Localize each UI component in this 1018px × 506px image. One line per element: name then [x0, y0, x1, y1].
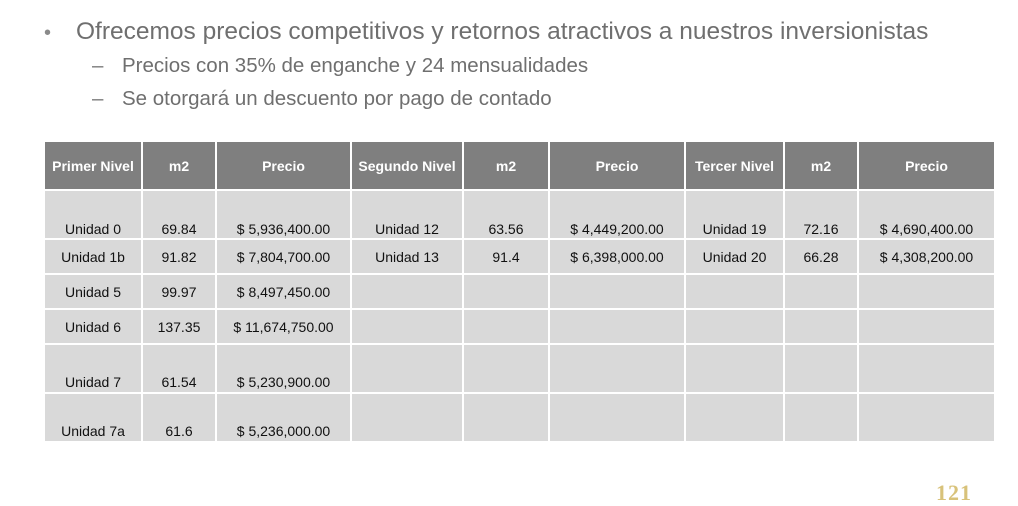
- table-cell: [685, 309, 784, 344]
- table-cell: Unidad 7a: [44, 393, 142, 442]
- table-cell: [463, 309, 549, 344]
- table-header-row: [44, 141, 995, 190]
- table-cell: $ 4,449,200.00: [549, 190, 685, 239]
- header-segundo-nivel: Segundo Nivel: [351, 141, 463, 190]
- table-cell: Unidad 0: [44, 190, 142, 239]
- table-cell: [784, 274, 858, 309]
- sub-bullet-text: Precios con 35% de enganche y 24 mensualidades: [122, 54, 589, 77]
- table-cell: [463, 344, 549, 393]
- table-cell: [549, 393, 685, 442]
- table-cell: $ 4,308,200.00: [858, 239, 995, 274]
- table-cell: $ 5,236,000.00: [216, 393, 351, 442]
- sub-bullet: [44, 54, 1004, 87]
- bullet-list: [44, 18, 1004, 120]
- table-cell: Unidad 12: [351, 190, 463, 239]
- table-cell: [784, 344, 858, 393]
- table-row: [44, 190, 995, 239]
- table-cell: 91.82: [142, 239, 216, 274]
- table-row: [44, 393, 995, 442]
- logo: 121: [936, 480, 972, 505]
- header-precio: Precio: [216, 141, 351, 190]
- table-cell: Unidad 5: [44, 274, 142, 309]
- header-primer-nivel: Primer Nivel: [44, 141, 142, 190]
- table-cell: [463, 393, 549, 442]
- dash-icon: –: [92, 87, 104, 110]
- table-cell: 69.84: [142, 190, 216, 239]
- header-m2: m2: [784, 141, 858, 190]
- table-cell: [351, 274, 463, 309]
- table-cell: $ 7,804,700.00: [216, 239, 351, 274]
- table-cell: [685, 393, 784, 442]
- table-cell: 72.16: [784, 190, 858, 239]
- table-cell: [351, 309, 463, 344]
- table-cell: [858, 393, 995, 442]
- table-cell: 137.35: [142, 309, 216, 344]
- sub-bullet: [44, 87, 1004, 120]
- sub-bullet-text: Se otorgará un descuento por pago de contado: [122, 87, 552, 110]
- table-cell: [858, 274, 995, 309]
- table-cell: 63.56: [463, 190, 549, 239]
- table-cell: 91.4: [463, 239, 549, 274]
- table-cell: [858, 309, 995, 344]
- table-cell: 61.54: [142, 344, 216, 393]
- table-cell: [858, 344, 995, 393]
- table-row: [44, 274, 995, 309]
- dash-icon: –: [92, 54, 104, 77]
- table-cell: [351, 344, 463, 393]
- table-cell: Unidad 6: [44, 309, 142, 344]
- table-cell: [784, 309, 858, 344]
- bullet-dot-icon: •: [44, 22, 52, 44]
- table-row: [44, 239, 995, 274]
- header-precio: Precio: [549, 141, 685, 190]
- table-cell: 99.97: [142, 274, 216, 309]
- table-cell: Unidad 7: [44, 344, 142, 393]
- table-cell: $ 5,936,400.00: [216, 190, 351, 239]
- table-cell: [784, 393, 858, 442]
- table-cell: Unidad 13: [351, 239, 463, 274]
- header-precio: Precio: [858, 141, 995, 190]
- table-cell: $ 11,674,750.00: [216, 309, 351, 344]
- table-cell: $ 4,690,400.00: [858, 190, 995, 239]
- bullet-main: [44, 18, 1004, 54]
- table-cell: [549, 344, 685, 393]
- table-cell: [351, 393, 463, 442]
- table-cell: [685, 344, 784, 393]
- bullet-main-text: Ofrecemos precios competitivos y retornos atractivos a nuestros inversionistas: [76, 18, 929, 45]
- table-cell: [549, 274, 685, 309]
- table-cell: $ 8,497,450.00: [216, 274, 351, 309]
- table-cell: [463, 274, 549, 309]
- header-m2: m2: [142, 141, 216, 190]
- price-table: [43, 140, 996, 443]
- header-m2: m2: [463, 141, 549, 190]
- table-cell: $ 5,230,900.00: [216, 344, 351, 393]
- table-cell: Unidad 1b: [44, 239, 142, 274]
- table-cell: [685, 274, 784, 309]
- table-row: [44, 309, 995, 344]
- table-cell: Unidad 20: [685, 239, 784, 274]
- header-tercer-nivel: Tercer Nivel: [685, 141, 784, 190]
- table-row: [44, 344, 995, 393]
- table-cell: 61.6: [142, 393, 216, 442]
- table-cell: [549, 309, 685, 344]
- table-cell: $ 6,398,000.00: [549, 239, 685, 274]
- table-cell: Unidad 19: [685, 190, 784, 239]
- table-cell: 66.28: [784, 239, 858, 274]
